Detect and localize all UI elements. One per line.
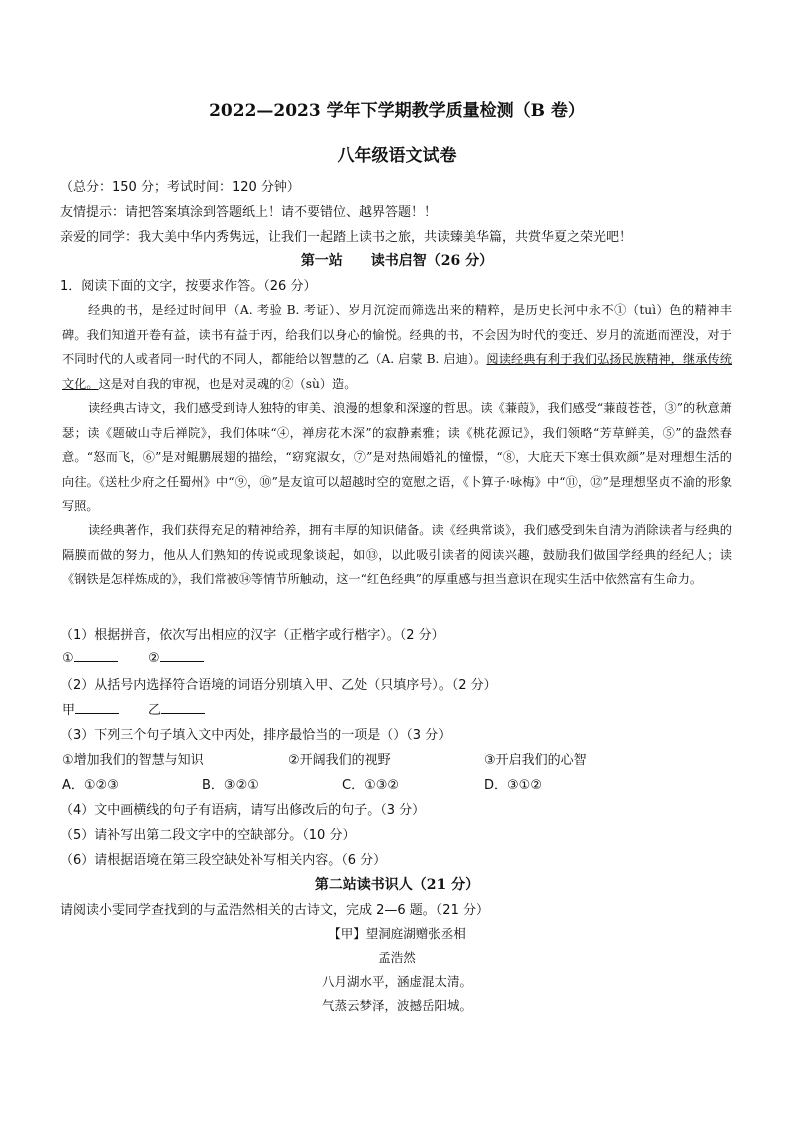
section2-intro: 请阅读小雯同学查找到的与孟浩然相关的古诗文，完成 2—6 题。（21 分） bbox=[60, 903, 489, 918]
sub-question-5: （5）请补写出第二段文字中的空缺部分。（10 分） bbox=[60, 828, 356, 843]
poem-title: 【甲】望洞庭湖赠张丞相 bbox=[328, 926, 466, 941]
option-d[interactable]: D．③①② bbox=[484, 778, 542, 793]
option-b[interactable]: B．③②① bbox=[202, 778, 259, 793]
sub-question-1: （1）根据拼音，依次写出相应的汉字（正楷字或行楷字）。（2 分） bbox=[60, 628, 445, 643]
poem-line-1: 八月湖水平，涵虚混太清。 bbox=[321, 974, 472, 989]
blank-yi: 乙 bbox=[148, 699, 205, 718]
greeting: 亲爱的同学：我大美中华内秀隽远，让我们一起踏上读书之旅，共读臻美华篇，共赏华夏之荣光吧！ bbox=[60, 230, 633, 245]
sub-question-4: （4）文中画横线的句子有语病，请写出修改后的句子。（3 分） bbox=[60, 803, 426, 818]
paragraph-1-text-a: 经典的书，是经过时间甲（A. 考验 B. 考证）、岁月沉淀而筛选出来的精粹，是历史长河中永不①（tuì）色的精神丰碑。我们知道开卷有益，读书有益于丙，给我们以身心的愉悦。经典的书，不会因为时代的变迁、岁月的流逝而湮没，对于不同时代的人或者同一时代的不同人，都能给以智慧的乙（A. 启蒙 B. 启迪）。 bbox=[62, 303, 732, 366]
paragraph-1-text-b: 这是对自我的审视，也是对灵魂的②（sù）造。 bbox=[98, 376, 357, 391]
answer-blank[interactable] bbox=[161, 701, 205, 714]
sentence-2: ②开阔我们的视野 bbox=[288, 753, 391, 768]
paragraph-3: 读经典著作，我们获得充足的精神给养，拥有丰厚的知识储备。读《经典常谈》，我们感受到朱自清为消除读者与经典的隔膜而做的努力，他从人们熟知的传说或现象谈起，如⑬，以此吸引读者的阅读兴趣，鼓励我们做国学经典的经纪人；读《钢铁是怎样炼成的》，我们常被⑭等情节所触动，这一“红色经典”的厚重感与担当意识在现实生活中依然富有生命力。 bbox=[62, 523, 732, 586]
section2-heading: 第二站读书识人（21 分） bbox=[314, 877, 480, 893]
answer-blank[interactable] bbox=[74, 649, 118, 662]
score-info: （总分：150 分；考试时间：120 分钟） bbox=[60, 180, 300, 195]
option-c[interactable]: C．①③② bbox=[342, 778, 400, 793]
exam-title: 2022—2023 学年下学期教学质量检测（B 卷） bbox=[209, 101, 585, 121]
blank-jia: 甲 bbox=[62, 699, 119, 718]
option-a[interactable]: A．①②③ bbox=[62, 778, 119, 793]
exam-subtitle: 八年级语文试卷 bbox=[337, 146, 457, 166]
sub-question-2: （2）从括号内选择符合语境的词语分别填入甲、乙处（只填序号）。（2 分） bbox=[60, 678, 497, 693]
sentence-3: ③开启我们的心智 bbox=[484, 753, 587, 768]
underlined-sentence: 阅读经典有利于我们弘扬民族精神，继承传统文化。 bbox=[62, 352, 733, 391]
sub-question-3: （3）下列三个句子填入文中丙处，排序最恰当的一项是（）（3 分） bbox=[60, 728, 452, 743]
answer-blank[interactable] bbox=[160, 649, 204, 662]
blank-2: ② bbox=[148, 649, 204, 666]
answer-blank[interactable] bbox=[75, 701, 119, 714]
paragraph-1 bbox=[62, 298, 732, 396]
paragraph-2: 读经典古诗文，我们感受到诗人独特的审美、浪漫的想象和深邃的哲思。读《蒹葭》，我们感受“蒹葭苍苍，③”的秋意萧瑟；读《题破山寺后禅院》，我们体味“④，禅房花木深”的寂静素雅；读《桃花源记》，我们领略“芳草鲜美，⑤”的盎然春意。“怒而飞，⑥”是对鲲鹏展翅的描绘，“窈窕淑女，⑦”是对热闹婚礼的憧憬，“⑧，大庇天下寒士俱欢颜”是对理想生活的向往。《送杜少府之任蜀州》中“⑨，⑩”是友谊可以超越时空的宽慰之语，《卜算子·咏梅》中“⑪，⑫”是理想坚贞不渝的形象写照。 bbox=[62, 401, 732, 513]
question-1: 1．阅读下面的文字，按要求作答。（26 分） bbox=[60, 279, 317, 294]
sub-question-6: （6）请根据语境在第三段空缺处补写相关内容。（6 分） bbox=[60, 853, 387, 868]
poem-line-2: 气蒸云梦泽，波撼岳阳城。 bbox=[321, 998, 472, 1013]
section1-heading: 第一站 读书启智（26 分） bbox=[300, 253, 494, 269]
blank-1: ① bbox=[62, 649, 118, 666]
poem-author: 孟浩然 bbox=[378, 950, 416, 965]
friendly-tip: 友情提示：请把答案填涂到答题纸上！请不要错位、越界答题！！ bbox=[60, 205, 438, 220]
sentence-1: ①增加我们的智慧与知识 bbox=[62, 753, 204, 768]
